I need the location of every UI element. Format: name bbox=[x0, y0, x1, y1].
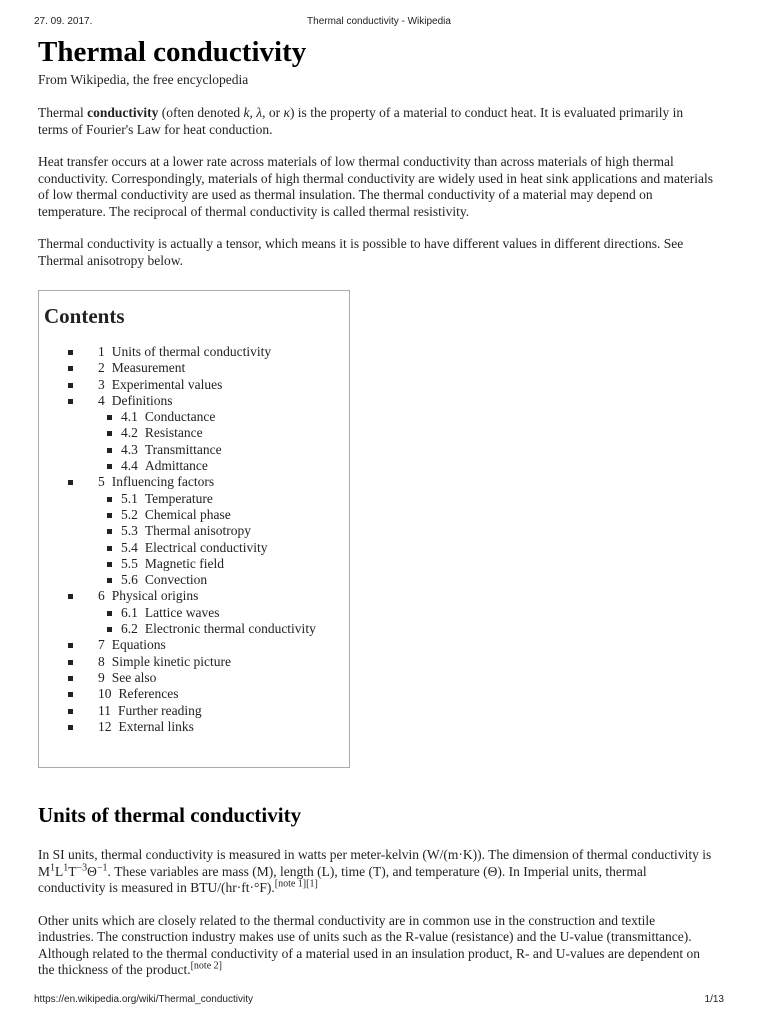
article-title: Thermal conductivity bbox=[38, 36, 307, 68]
symbol-lambda: λ bbox=[256, 105, 263, 120]
text-run: Θ bbox=[87, 863, 97, 879]
toc-item-label: Conductance bbox=[144, 409, 216, 425]
citation-link[interactable]: [note 1][1] bbox=[274, 878, 318, 890]
intro-paragraph-3: Thermal conductivity is actually a tensor, which means it is possible to have different values in different directions. See Thermal anisotropy below. bbox=[38, 236, 684, 268]
toc-item-label: External links bbox=[118, 718, 194, 734]
toc-item[interactable] bbox=[44, 409, 349, 425]
toc-item-number: 2 bbox=[98, 360, 105, 376]
toc-item-number: 3 bbox=[98, 376, 105, 392]
text-run: L bbox=[55, 863, 64, 879]
toc-item-number: 4.3 bbox=[121, 441, 138, 457]
toc-item-number: 5.5 bbox=[121, 555, 138, 571]
toc-item-label: Further reading bbox=[118, 702, 202, 718]
text-run: In SI units, thermal conductivity is measured in watts per meter-kelvin (W/(m·K)). The dimension of thermal conductivity is M bbox=[38, 847, 712, 879]
intro-paragraph-2: Heat transfer occurs at a lower rate across materials of low thermal conductivity than across materials of high thermal conductivity. Correspondingly, materials of high thermal conductivity are widely used in heat sink applications and materials of low thermal conductivity are used as thermal insulation. The thermal conductivity of a material may depend on temperature. The reciprocal of thermal conductivity is called thermal resistivity. bbox=[38, 154, 713, 219]
toc-item[interactable] bbox=[44, 360, 349, 376]
print-page-title: Thermal conductivity - Wikipedia bbox=[307, 16, 451, 27]
toc-item-number: 11 bbox=[98, 702, 111, 718]
toc-item[interactable] bbox=[44, 474, 349, 490]
toc-item-label: Equations bbox=[111, 637, 166, 653]
toc-item[interactable] bbox=[44, 425, 349, 441]
toc-item-label: Measurement bbox=[111, 360, 186, 376]
toc-item-number: 7 bbox=[98, 637, 105, 653]
article-subtitle: From Wikipedia, the free encyclopedia bbox=[38, 72, 249, 87]
bold-term: conductivity bbox=[87, 105, 159, 120]
toc-item-number: 4.1 bbox=[121, 409, 138, 425]
toc-item-number: 6.1 bbox=[121, 604, 138, 620]
toc-item-label: Lattice waves bbox=[144, 604, 220, 620]
toc-item-label: Experimental values bbox=[111, 376, 223, 392]
toc-item-number: 5.3 bbox=[121, 523, 138, 539]
toc-item-label: Units of thermal conductivity bbox=[111, 344, 272, 359]
toc-item-label: Definitions bbox=[111, 392, 173, 408]
toc-item-label: Simple kinetic picture bbox=[111, 653, 231, 669]
toc-item[interactable] bbox=[44, 507, 349, 523]
text-run: , or bbox=[262, 105, 284, 120]
toc-item[interactable] bbox=[44, 605, 349, 621]
text-run: , bbox=[249, 105, 257, 120]
intro-paragraph-1 bbox=[38, 105, 714, 138]
toc-item[interactable] bbox=[44, 686, 349, 702]
toc-item-label: Transmittance bbox=[144, 441, 222, 457]
text-run: . These variables are mass (M), length (L), time (T), and temperature (Θ). In Imperial units, thermal conductivity is measured in BTU/(hr·ft·°F). bbox=[38, 863, 647, 895]
toc-item-label: Resistance bbox=[144, 425, 203, 441]
toc-item-label: Magnetic field bbox=[144, 555, 224, 571]
article-content bbox=[38, 34, 714, 979]
toc-item-label: Convection bbox=[144, 572, 208, 588]
toc-item-number: 10 bbox=[98, 686, 112, 702]
table-of-contents bbox=[38, 290, 350, 768]
toc-item[interactable] bbox=[44, 556, 349, 572]
toc-item[interactable] bbox=[44, 393, 349, 409]
toc-item-label: Temperature bbox=[144, 490, 213, 506]
toc-item[interactable] bbox=[44, 344, 349, 360]
print-url: https://en.wikipedia.org/wiki/Thermal_conductivity bbox=[34, 994, 253, 1005]
toc-item-label: Influencing factors bbox=[111, 474, 215, 490]
toc-item[interactable] bbox=[44, 523, 349, 539]
toc-item-number: 5.4 bbox=[121, 539, 138, 555]
toc-item-label: Chemical phase bbox=[144, 506, 231, 522]
toc-item-label: See also bbox=[111, 669, 157, 685]
toc-item-number: 4.4 bbox=[121, 458, 138, 474]
print-header bbox=[34, 16, 724, 30]
symbol-kappa: κ bbox=[283, 105, 290, 120]
exponent: 1 bbox=[63, 862, 69, 873]
toc-item-number: 1 bbox=[98, 344, 105, 359]
print-date: 27. 09. 2017. bbox=[34, 16, 93, 27]
toc-item-number: 6 bbox=[98, 588, 105, 604]
toc-item-label: Electrical conductivity bbox=[144, 539, 268, 555]
toc-item[interactable] bbox=[44, 540, 349, 556]
toc-title: Contents bbox=[44, 304, 125, 328]
exponent: −3 bbox=[76, 862, 88, 873]
text-run: ) is the property of a material to conduct heat. It is evaluated primarily in terms of Fourier's Law for heat conduction. bbox=[38, 105, 684, 137]
toc-item-label: Admittance bbox=[144, 458, 208, 474]
toc-list bbox=[44, 344, 349, 735]
toc-item[interactable] bbox=[44, 637, 349, 653]
toc-item-number: 4.2 bbox=[121, 425, 138, 441]
toc-item-number: 5 bbox=[98, 474, 105, 490]
print-footer bbox=[34, 994, 724, 1008]
toc-item[interactable] bbox=[44, 703, 349, 719]
text-run: (often denoted bbox=[158, 105, 244, 120]
toc-item[interactable] bbox=[44, 621, 349, 637]
exponent: 1 bbox=[50, 862, 56, 873]
toc-item-number: 12 bbox=[98, 718, 112, 734]
toc-item-number: 5.2 bbox=[121, 506, 138, 522]
toc-item[interactable] bbox=[44, 377, 349, 393]
exponent: −1 bbox=[96, 862, 108, 873]
toc-item[interactable] bbox=[44, 654, 349, 670]
toc-item-number: 6.2 bbox=[121, 621, 138, 637]
toc-item[interactable] bbox=[44, 458, 349, 474]
symbol-k: k bbox=[243, 105, 250, 120]
toc-item-label: Electronic thermal conductivity bbox=[144, 621, 316, 637]
units-paragraph-1 bbox=[38, 847, 714, 897]
toc-item[interactable] bbox=[44, 588, 349, 604]
toc-item-number: 5.1 bbox=[121, 490, 138, 506]
toc-item-number: 5.6 bbox=[121, 572, 138, 588]
toc-item-number: 4 bbox=[98, 392, 105, 408]
units-paragraph-2 bbox=[38, 913, 714, 979]
toc-item[interactable] bbox=[44, 719, 349, 735]
section-heading-units: Units of thermal conductivity bbox=[38, 803, 302, 827]
toc-item-number: 8 bbox=[98, 653, 105, 669]
toc-item[interactable] bbox=[44, 572, 349, 588]
toc-item[interactable] bbox=[44, 442, 349, 458]
toc-item-label: References bbox=[118, 686, 179, 702]
citation-link[interactable]: [note 2] bbox=[190, 960, 222, 972]
text-run: Other units which are closely related to the thermal conductivity are in common use in the construction and textile industries. The construction industry makes use of units such as the R-value (resistance) and the U-value (transmittance). Although related to the thermal conductivity of a material used in an insulation product, R- and U-values are dependent on the thickness of the product. bbox=[38, 912, 701, 977]
text-run: T bbox=[68, 863, 77, 879]
toc-item[interactable] bbox=[44, 491, 349, 507]
toc-item-label: Physical origins bbox=[111, 588, 199, 604]
toc-item-number: 9 bbox=[98, 669, 105, 685]
text-run: Thermal bbox=[38, 105, 88, 120]
toc-item-label: Thermal anisotropy bbox=[144, 523, 251, 539]
print-page-number: 1/13 bbox=[704, 994, 724, 1005]
toc-item[interactable] bbox=[44, 670, 349, 686]
